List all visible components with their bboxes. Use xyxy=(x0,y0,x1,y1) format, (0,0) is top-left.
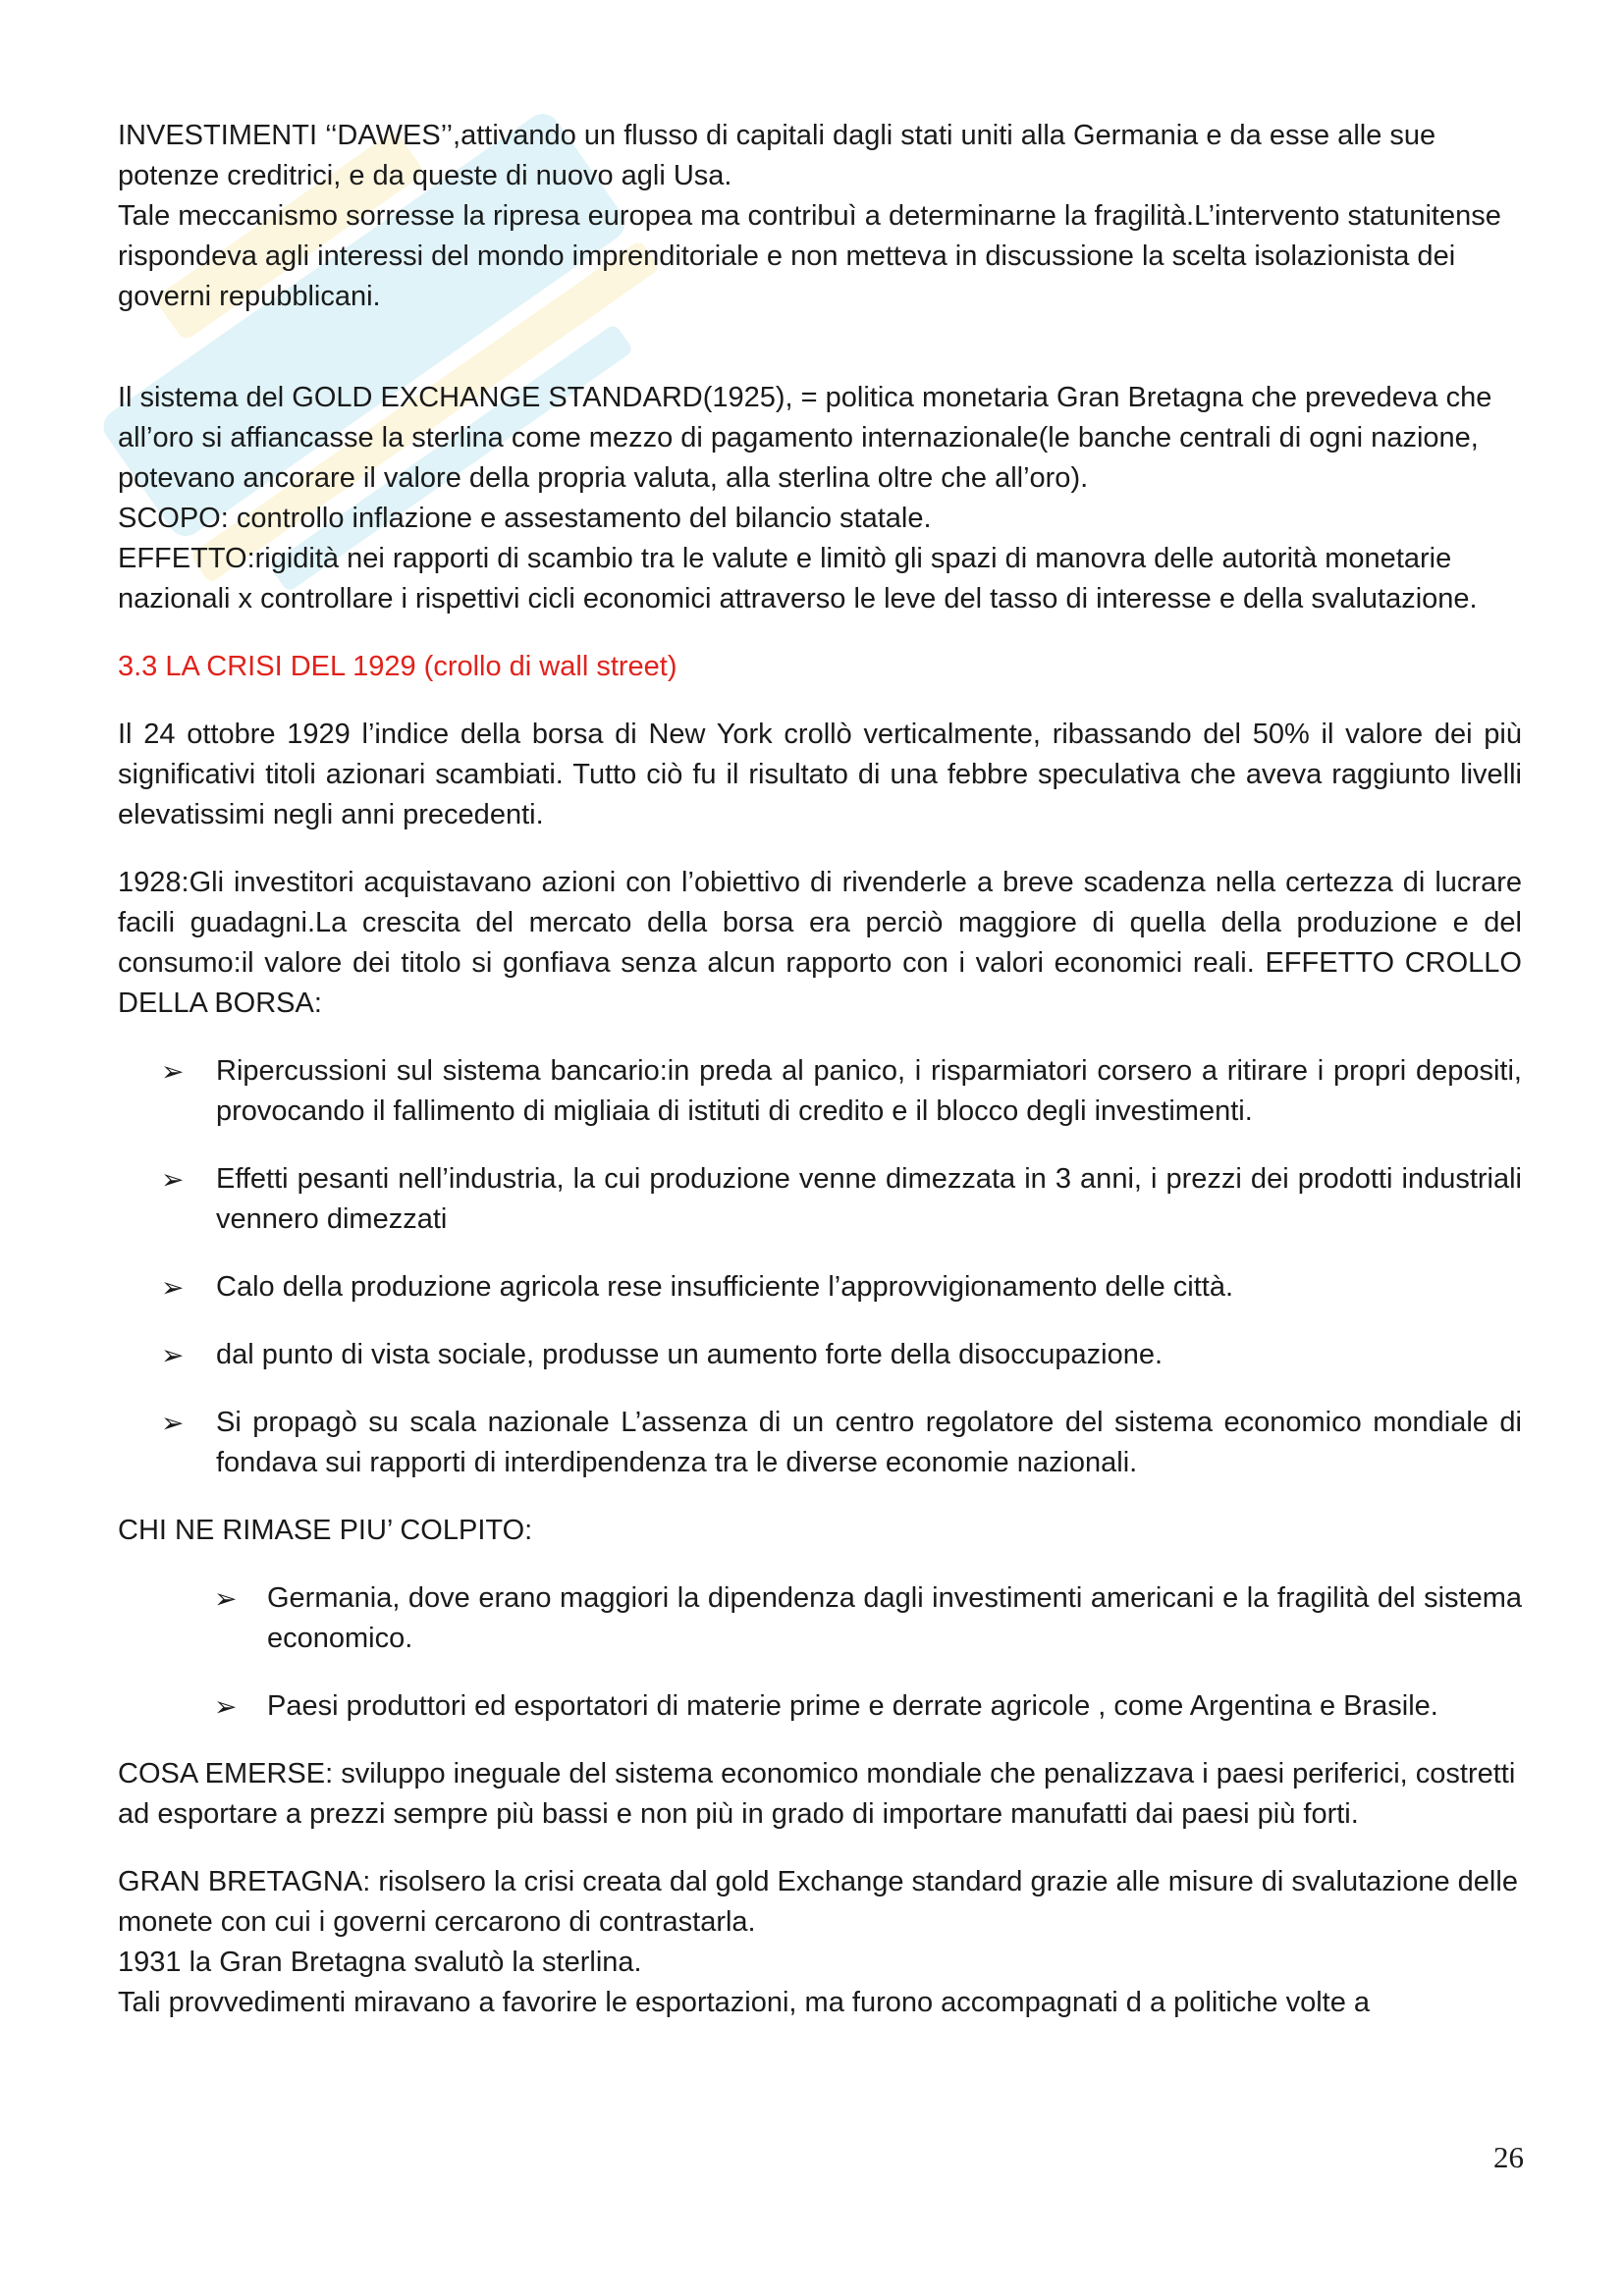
arrow-bullet-icon: ➢ xyxy=(161,1340,185,1370)
arrow-bullet-icon: ➢ xyxy=(161,1272,185,1303)
list-item: ➢ Germania, dove erano maggiori la dipendenza dagli investimenti americani e la fragilità del sistema economico. xyxy=(118,1578,1522,1659)
paragraph-mechanism: Tale meccanismo sorresse la ripresa europea ma contribuì a determinarne la fragilità.L’intervento statunitense rispondeva agli interessi del mondo imprenditoriale e non metteva in discussione la scelta isolazionista dei governi repubblicani. xyxy=(118,200,1501,312)
paragraph-most-hit: CHI NE RIMASE PIU’ COLPITO: xyxy=(118,1515,533,1546)
paragraph-gold-exchange: Il sistema del GOLD EXCHANGE STANDARD(1925), = politica monetaria Gran Bretagna che prevedeva che all’oro si affiancasse la sterlina come mezzo di pagamento internazionale(le banche centrali di ogni nazione, potevano ancorare il valore della propria valuta, alla sterlina oltre che all’oro). xyxy=(118,382,1492,494)
list-item: ➢ Paesi produttori ed esportatori di materie prime e derrate agricole , come Argentina e Brasile. xyxy=(118,1686,1522,1727)
arrow-bullet-icon: ➢ xyxy=(161,1408,185,1438)
list-item: ➢ Si propagò su scala nazionale L’assenza di un centro regolatore del sistema economico mondiale di fondava sui rapporti di interdipendenza tra le diverse economie nazionali. xyxy=(118,1403,1522,1483)
list-item: ➢ Ripercussioni sul sistema bancario:in preda al panico, i risparmiatori corsero a ritirare i propri depositi, provocando il fallimento di migliaia di istituti di credito e il blocco degli investimenti. xyxy=(118,1051,1522,1132)
arrow-bullet-icon: ➢ xyxy=(161,1056,185,1087)
paragraph-dawes: INVESTIMENTI ‘‘DAWES’’,attivando un flusso di capitali dagli stati uniti alla Germania e da esse alle sue potenze creditrici, e da queste di nuovo agli Usa. xyxy=(118,120,1436,191)
list-item: ➢ dal punto di vista sociale, produsse un aumento forte della disoccupazione. xyxy=(118,1335,1522,1375)
paragraph-crash: Il 24 ottobre 1929 l’indice della borsa di New York crollò verticalmente, ribassando del 50% il valore dei più significativi titoli azionari scambiati. Tutto ciò fu il risultato di una febbre speculativa che aveva raggiunto livelli elevatissimi negli anni precedenti. xyxy=(118,719,1522,830)
list-item: ➢ Calo della produzione agricola rese insufficiente l’approvvigionamento delle città. xyxy=(118,1267,1522,1308)
arrow-bullet-icon: ➢ xyxy=(161,1164,185,1195)
paragraph-1928: 1928:Gli investitori acquistavano azioni con l’obiettivo di rivenderle a breve scadenza nella certezza di lucrare facili guadagni.La crescita del mercato della borsa era perciò maggiore di quella della produzione e del consumo:il valore dei titolo si gonfiava senza alcun rapporto con i valori economici reali. EFFETTO CROLLO DELLA BORSA: xyxy=(118,867,1522,1019)
section-heading: 3.3 LA CRISI DEL 1929 (crollo di wall street) xyxy=(118,651,677,682)
document-page xyxy=(118,116,1522,2023)
paragraph-provvedimenti: Tali provvedimenti miravano a favorire le esportazioni, ma furono accompagnati d a politiche volte a xyxy=(118,1987,1371,2018)
paragraph-scopo: SCOPO: controllo inflazione e assestamento del bilancio statale. xyxy=(118,503,932,534)
most-hit-list xyxy=(118,1578,1522,1727)
paragraph-cosa-emerse: COSA EMERSE: sviluppo ineguale del sistema economico mondiale che penalizzava i paesi periferici, costretti ad esportare a prezzi sempre più bassi e non più in grado di importare manufatti dai paesi più forti. xyxy=(118,1758,1516,1830)
page-number: 26 xyxy=(1493,2140,1524,2174)
paragraph-1931: 1931 la Gran Bretagna svalutò la sterlina. xyxy=(118,1947,642,1978)
effects-list xyxy=(118,1051,1522,1483)
paragraph-effetto: EFFETTO:rigidità nei rapporti di scambio tra le valute e limitò gli spazi di manovra delle autorità monetarie nazionali x controllare i rispettivi cicli economici attraverso le leve del tasso di interesse e della svalutazione. xyxy=(118,543,1478,614)
arrow-bullet-icon: ➢ xyxy=(214,1691,238,1722)
list-item: ➢ Effetti pesanti nell’industria, la cui produzione venne dimezzata in 3 anni, i prezzi dei prodotti industriali vennero dimezzati xyxy=(118,1159,1522,1240)
paragraph-gran-bretagna: GRAN BRETAGNA: risolsero la crisi creata dal gold Exchange standard grazie alle misure di svalutazione delle monete con cui i governi cercarono di contrastarla. xyxy=(118,1866,1518,1938)
arrow-bullet-icon: ➢ xyxy=(214,1583,238,1614)
